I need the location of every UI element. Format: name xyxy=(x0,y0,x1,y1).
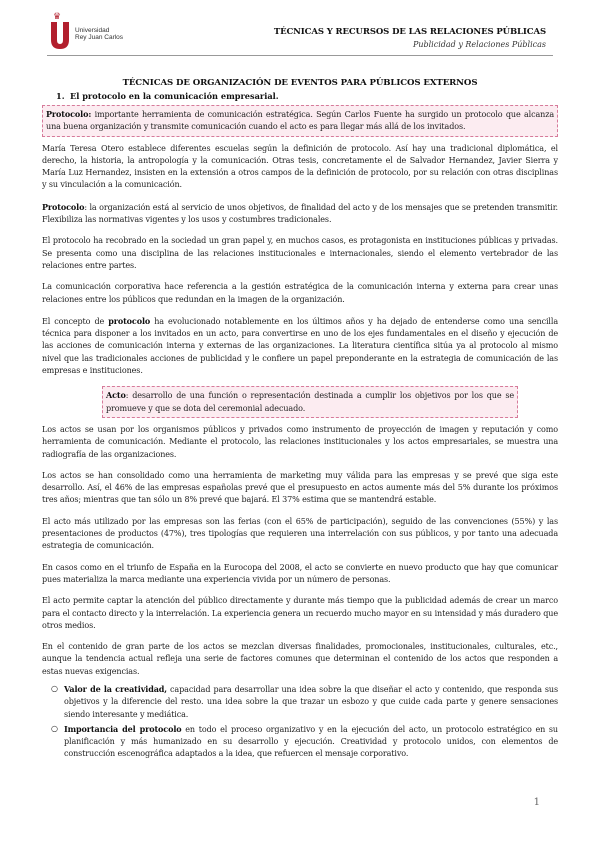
definition-body: : desarrollo de una función o representación destinada a cumplir los objetivos por los que se promueve y que se dota del ceremonial adecuado. xyxy=(106,391,514,413)
paragraph-text: El concepto de xyxy=(42,316,109,326)
paragraph: María Teresa Otero establece diferentes escuelas según la definición de protocolo. Así hay una tradicional diplomática, el derecho, la historia, la antropología y la comunicación. Otras tesis, concretamente el de Salvador Hernandez, Javier Sierra y María Luz Hernandez, insisten en la extensión a otros campos de la definición de protocolo, por su relación con otras disciplinas y su vinculación a la comunicación. xyxy=(42,143,558,190)
section-heading xyxy=(56,91,558,101)
paragraph: En casos como en el triunfo de España en la Eurocopa del 2008, el acto se convierte en nuevo producto que hay que comunicar pues materializa la marca mediante una experiencia vivida por un número de personas. xyxy=(42,562,558,584)
list-item xyxy=(51,683,559,721)
paragraph: Los actos se han consolidado como una herramienta de marketing muy válida para las empresas y se prevé que siga este desarrollo. Así, el 46% de las empresas españolas prevé que el presupuesto en actos aumente más del 5% durante los próximos tres años; mientras que tan sólo un 8% prevé que bajará. El 37% estima que se mantendrá estable. xyxy=(42,470,558,505)
header-subtitle: Publicidad y Relaciones Públicas xyxy=(412,40,546,49)
paragraph: El protocolo ha recobrado en la sociedad un gran papel y, en muchos casos, es protagonista en instituciones públicas y privadas. Se presenta como una disciplina de las relaciones institucionales e internacionales, siendo el elemento vertebrador de las relaciones entre partes. xyxy=(42,236,558,270)
list-item-text: capacidad para desarrollar una idea sobre la que diseñar el acto y contenido, que responda sus objetivos y la diferencie del resto. una idea sobre la que trazar un esbozo y que cuide cada parte y genere sensaciones siendo interesante y mediática. xyxy=(64,684,559,719)
section-title: El protocolo en la comunicación empresarial. xyxy=(70,91,279,101)
definition-text xyxy=(46,108,554,134)
document-body xyxy=(42,78,558,763)
definition-term: Protocolo: xyxy=(46,109,92,119)
circle-bullet-icon: ○ xyxy=(51,723,58,733)
list-item-term: Importancia del protocolo xyxy=(64,723,182,734)
page-number: 1 xyxy=(533,797,540,808)
header-title: TÉCNICAS Y RECURSOS DE LAS RELACIONES PÚBLICAS xyxy=(273,27,546,37)
logo-text-line1: Universidad xyxy=(75,27,110,34)
section-number: 1. xyxy=(56,91,65,101)
logo-u-icon xyxy=(49,20,71,50)
paragraph-text: : la organización está al servicio de unos objetivos, de finalidad del acto y de los mensajes que se pretenden transmitir. Flexibiliza las normativas vigentes y los usos y costumbres tradicionales. xyxy=(42,202,558,225)
paragraph: El acto más utilizado por las empresas son las ferias (con el 65% de participación), seguido de las convenciones (55%) y las presentaciones de productos (47%), tres tipologías que requieren una interrelación con sus públicos, y por tanto una adecuada estrategia de comunicación. xyxy=(42,516,558,551)
paragraph-text: ha evolucionado notablemente en los últimos años y ha dejado de entenderse como una sencilla técnica para disponer a los invitados en un acto, para convertirse en uno de los ejes fundamentales en el diseño y ejecución de las acciones de comunicación interna y externas de las organizaciones. La literatura científica sitúa ya al protocolo al mismo nivel que las tradicionales acciones de publicidad y le confiere un papel preponderante en la estrategia de comunicación de las empresas e instituciones. xyxy=(42,316,558,376)
list-item xyxy=(51,723,558,761)
definition-text xyxy=(106,389,514,415)
paragraph: Los actos se usan por los organismos públicos y privados como instrumento de proyección de imagen y reputación y como herramienta de comunicación. Mediante el protocolo, las relaciones institucionales y los actos empresariales, se muestra una radiografía de las organizaciones. xyxy=(42,424,558,459)
definition-box-protocolo xyxy=(42,105,558,137)
paragraph xyxy=(42,201,558,227)
paragraph: La comunicación corporativa hace referencia a la gestión estratégica de la comunicación interna y externa para crear unas relaciones entre los públicos que redundan en la imagen de la organización. xyxy=(42,282,558,304)
bullet-list xyxy=(42,683,558,761)
university-logo xyxy=(47,12,157,56)
definition-term: Acto xyxy=(106,390,126,401)
definition-body: importante herramienta de comunicación estratégica. Según Carlos Fuente ha surgido un protocolo que alcanza una buena organización y transmite comunicación cuando el acto es para llegar más allá de los invitados. xyxy=(46,110,554,132)
list-item-term: Valor de la creatividad, xyxy=(64,683,167,694)
term-bold: Protocolo xyxy=(42,201,85,212)
paragraph xyxy=(42,315,558,377)
crown-icon: ♛ xyxy=(53,12,62,22)
definition-box-acto xyxy=(102,386,518,418)
logo-text-line2: Rey Juan Carlos xyxy=(75,34,124,41)
circle-bullet-icon: ○ xyxy=(51,683,58,693)
header-divider xyxy=(47,55,553,56)
term-bold: protocolo xyxy=(108,315,151,326)
paragraph: El acto permite captar la atención del público directamente y durante más tiempo que la publicidad además de crear un marco para el contacto directo y la interrelación. La experiencia genera un recuerdo mucho mayor en su intensidad y más duradero que otros medios. xyxy=(42,596,558,630)
list-item-text: en todo el proceso organizativo y en la ejecución del acto, un protocolo estratégico en su planificación y más humanizado en su desarrollo y ejecución. Creatividad y protocolo unidos, con elementos de construcción escenográfica adaptados a la idea, que refuercen el mensaje corporativo. xyxy=(64,724,558,759)
paragraph: En el contenido de gran parte de los actos se mezclan diversas finalidades, promocionales, institucionales, culturales, etc., aunque la tendencia actual refleja una serie de factores comunes que determinan el contenido de los actos que responden a estas nuevas exigencias. xyxy=(42,642,558,676)
document-title: TÉCNICAS DE ORGANIZACIÓN DE EVENTOS PARA PÚBLICOS EXTERNOS xyxy=(122,78,478,88)
